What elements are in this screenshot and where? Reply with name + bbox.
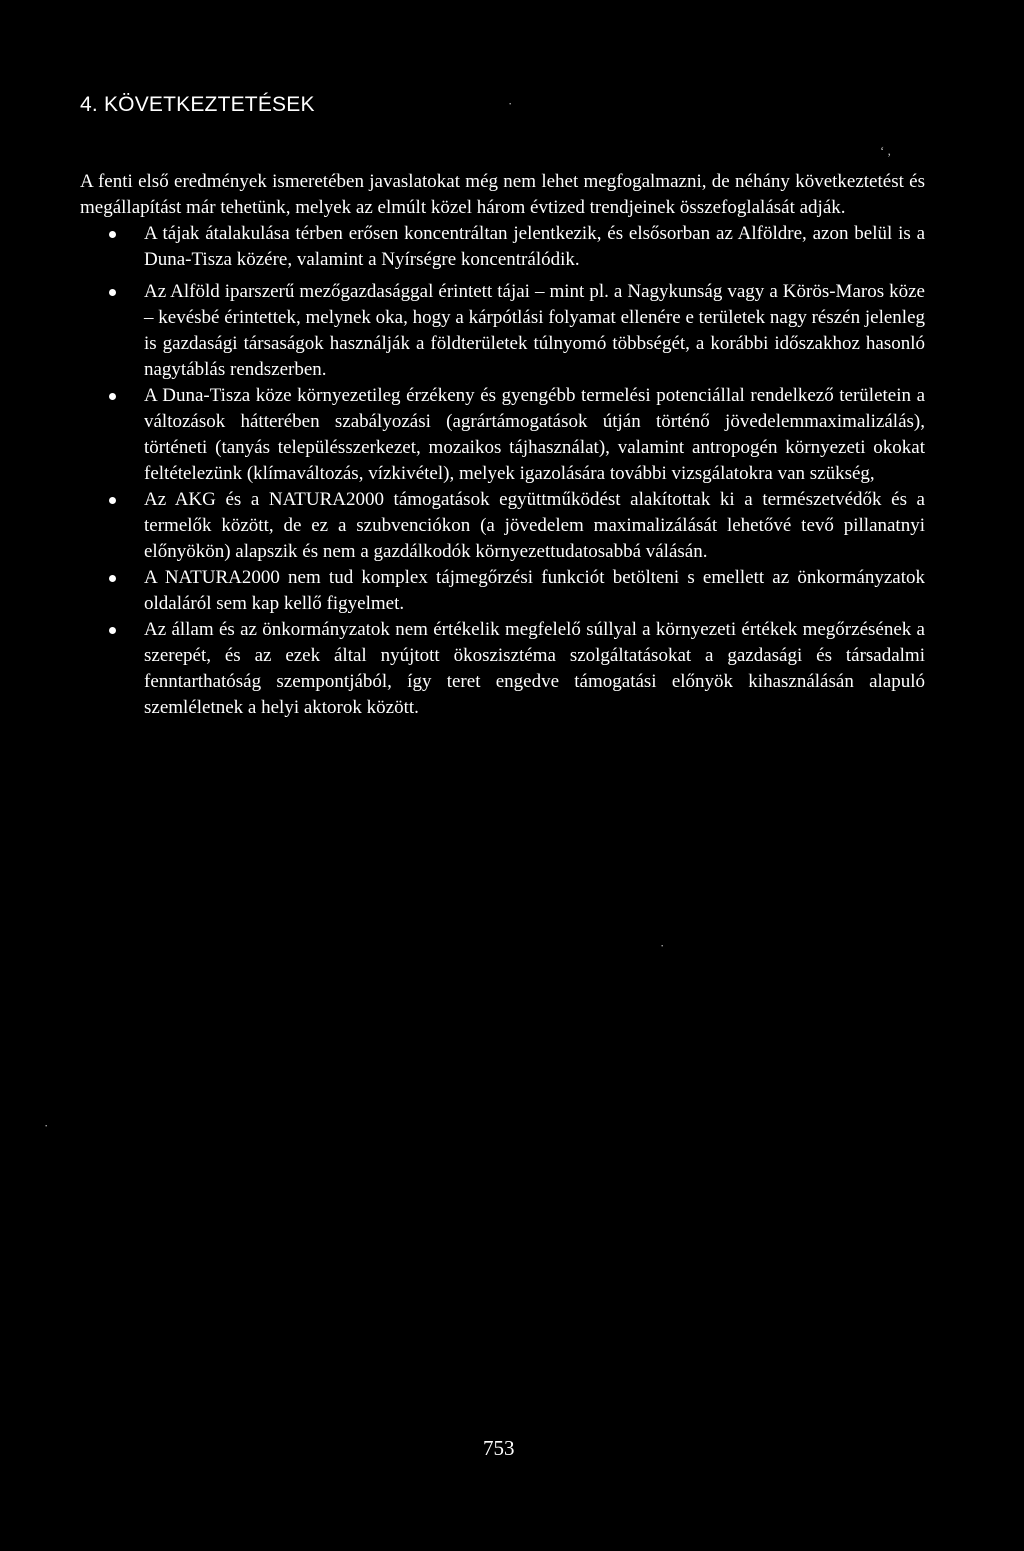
scan-speck: ʻ , bbox=[880, 143, 891, 158]
list-item-text: A Duna-Tisza köze környezetileg érzékeny és gyengébb termelési potenciállal rendelkező területein a változások hátterében szabályozási (agrártámogatások útján történő jövedelemmaximalizálás), történeti (tanyás településszerkezet, mozaikos tájhasználat), valamint antropogén környezeti okokat feltételezünk (klímaváltozás, vízkivétel), melyek igazolására további vizsgálatokra van szükség, bbox=[144, 385, 925, 484]
list-item bbox=[80, 617, 925, 721]
main-content bbox=[80, 169, 925, 721]
list-item bbox=[80, 383, 925, 487]
bullet-icon bbox=[109, 231, 116, 238]
bullet-icon bbox=[109, 497, 116, 504]
list-item bbox=[80, 279, 925, 383]
list-item bbox=[80, 487, 925, 565]
section-heading: 4. KÖVETKEZTETÉSEK bbox=[80, 93, 315, 116]
intro-paragraph: A fenti első eredmények ismeretében javaslatokat még nem lehet megfogalmazni, de néhány következtetést és megállapítást már tehetünk, melyek az elmúlt közel három évtized trendjeinek összefoglalását adják. bbox=[80, 171, 925, 218]
list-item-text: Az Alföld iparszerű mezőgazdasággal érintett tájai – mint pl. a Nagykunság vagy a Körös-Maros köze – kevésbé érintettek, melynek oka, hogy a kárpótlási folyamat ellenére e területek nagy részén jelenleg is gazdasági társaságok használják a földterületek túlnyomó többségét, a korábbi időszakhoz hasonló nagytáblás rendszerben. bbox=[144, 281, 925, 380]
list-item bbox=[80, 221, 925, 273]
scan-speck: · bbox=[660, 938, 665, 953]
conclusion-list bbox=[80, 221, 925, 721]
bullet-icon bbox=[109, 393, 116, 400]
bullet-icon bbox=[109, 627, 116, 634]
bullet-icon bbox=[109, 289, 116, 296]
list-item-text: Az állam és az önkormányzatok nem értékelik megfelelő súllyal a környezeti értékek megőrzésének a szerepét, és az ezek által nyújtott ökoszisztéma szolgáltatásokat a gazdasági és társadalmi fenntarthatóság szempontjából, így teret engedve támogatási előnyök kihasználásán alapuló szemléletnek a helyi aktorok között. bbox=[144, 619, 925, 718]
list-item-text: A tájak átalakulása térben erősen koncentráltan jelentkezik, és elsősorban az Alföldre, azon belül is a Duna-Tisza közére, valamint a Nyírségre koncentrálódik. bbox=[144, 223, 925, 270]
scan-speck: · bbox=[508, 96, 513, 111]
list-item-text: A NATURA2000 nem tud komplex tájmegőrzési funkciót betölteni s emellett az önkormányzatok oldaláról sem kap kellő figyelmet. bbox=[144, 567, 925, 614]
list-item bbox=[80, 565, 925, 617]
scan-speck: · bbox=[44, 1118, 49, 1133]
list-item-text: Az AKG és a NATURA2000 támogatások együttműködést alakítottak ki a természetvédők és a termelők között, de ez a szubvenciókon (a jövedelem maximalizálását lehetővé tevő pillanatnyi előnyökön) alapszik és nem a gazdálkodók környezettudatosabbá válásán. bbox=[144, 489, 925, 562]
bullet-icon bbox=[109, 575, 116, 582]
page-number: 753 bbox=[483, 1436, 515, 1460]
